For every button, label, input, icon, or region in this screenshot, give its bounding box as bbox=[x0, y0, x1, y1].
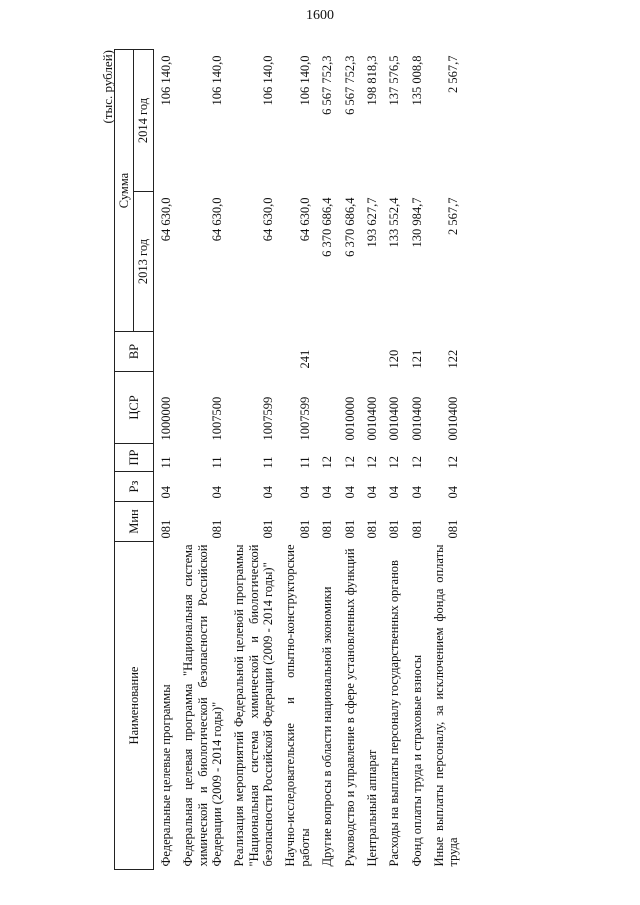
row-pr: 12 bbox=[409, 456, 424, 469]
units-label: (тыс. рублей) bbox=[100, 50, 115, 124]
table-row bbox=[407, 50, 429, 870]
row-rz: 04 bbox=[446, 486, 461, 499]
row-name: Иные выплаты персоналу, за исключением фонда оплаты труда bbox=[432, 544, 461, 867]
row-name: Научно-исследовательские и опытно-конструкторские работы bbox=[283, 544, 312, 867]
row-vr bbox=[340, 332, 362, 372]
row-rz: 04 bbox=[342, 486, 357, 499]
row-pr: 11 bbox=[261, 456, 275, 469]
row-name: Руководство и управление в сфере установленных функций bbox=[342, 548, 357, 867]
row-csr bbox=[317, 372, 339, 444]
row-vr bbox=[362, 332, 384, 372]
row-name: Федеральная целевая программа "Национальная система химической и биологической безопасности Российской Федерации (2009 - 2014 годы)" bbox=[181, 544, 224, 867]
header-pr: ПР bbox=[115, 444, 154, 472]
row-pr: 12 bbox=[320, 456, 335, 469]
row-csr: 0010400 bbox=[364, 396, 379, 441]
header-name: Наименование bbox=[115, 542, 154, 870]
row-rz: 04 bbox=[158, 486, 173, 499]
row-2014: 6 567 752,3 bbox=[320, 55, 335, 115]
row-2013: 64 630,0 bbox=[158, 197, 173, 242]
row-rz: 04 bbox=[364, 486, 379, 499]
row-2013: 2 567,7 bbox=[446, 197, 461, 235]
table-row bbox=[429, 50, 466, 870]
row-2014: 106 140,0 bbox=[297, 55, 312, 106]
header-2013: 2013 год bbox=[134, 192, 153, 332]
row-2013: 6 370 686,4 bbox=[342, 197, 357, 257]
rotated-page bbox=[100, 50, 540, 870]
header-2014: 2014 год bbox=[134, 50, 153, 192]
row-2013: 133 552,4 bbox=[387, 197, 402, 248]
row-name: Реализация мероприятий Федеральной целевой программы "Национальная система химической и биологической безопасности Российской Федерации (2009 - 2014 годы)" bbox=[232, 544, 275, 867]
row-vr bbox=[229, 332, 280, 372]
row-pr: 12 bbox=[364, 456, 379, 469]
row-name: Федеральные целевые программы bbox=[158, 684, 173, 867]
row-2014: 6 567 752,3 bbox=[342, 55, 357, 115]
row-vr bbox=[317, 332, 339, 372]
row-pr: 12 bbox=[387, 456, 402, 469]
table-row bbox=[153, 50, 178, 870]
row-vr: 121 bbox=[409, 349, 424, 369]
row-2014: 106 140,0 bbox=[261, 55, 275, 106]
header-sum: Сумма bbox=[115, 50, 134, 332]
row-2013: 6 370 686,4 bbox=[320, 197, 335, 257]
row-min: 081 bbox=[297, 519, 312, 539]
row-min: 081 bbox=[342, 519, 357, 539]
row-rz: 04 bbox=[297, 486, 312, 499]
header-vr: ВР bbox=[115, 332, 154, 372]
row-vr bbox=[153, 332, 178, 372]
row-csr: 0010400 bbox=[387, 396, 402, 441]
row-pr: 11 bbox=[297, 456, 312, 469]
row-2014: 198 818,3 bbox=[364, 55, 379, 106]
row-csr: 0010400 bbox=[409, 396, 424, 441]
row-min: 081 bbox=[387, 519, 402, 539]
row-min: 081 bbox=[364, 519, 379, 539]
row-csr: 0010400 bbox=[446, 396, 461, 441]
header-csr: ЦСР bbox=[115, 372, 154, 444]
table-row bbox=[280, 50, 317, 870]
row-2013: 64 630,0 bbox=[261, 197, 275, 242]
row-2014: 2 567,7 bbox=[446, 55, 461, 93]
row-rz: 04 bbox=[320, 486, 335, 499]
row-name: Расходы на выплаты персоналу государственных органов bbox=[387, 560, 402, 867]
row-min: 081 bbox=[409, 519, 424, 539]
row-csr: 1007599 bbox=[297, 396, 312, 441]
header-min: Мин bbox=[115, 502, 154, 542]
header-row bbox=[115, 50, 134, 870]
row-csr: 1007500 bbox=[209, 396, 224, 441]
row-vr: 122 bbox=[446, 349, 461, 369]
row-min: 081 bbox=[446, 519, 461, 539]
row-name: Другие вопросы в области национальной экономики bbox=[320, 586, 335, 867]
table-row bbox=[229, 50, 280, 870]
row-min: 081 bbox=[320, 519, 335, 539]
row-vr: 120 bbox=[387, 349, 402, 369]
row-min: 081 bbox=[158, 519, 173, 539]
row-rz: 04 bbox=[209, 486, 224, 499]
page-number: 1600 bbox=[306, 8, 334, 23]
row-min: 081 bbox=[261, 519, 275, 539]
row-2013: 130 984,7 bbox=[409, 197, 424, 248]
table-row bbox=[362, 50, 384, 870]
row-2014: 135 008,8 bbox=[409, 55, 424, 106]
row-rz: 04 bbox=[387, 486, 402, 499]
table-row bbox=[384, 50, 406, 870]
row-vr: 241 bbox=[297, 349, 312, 369]
row-rz: 04 bbox=[261, 486, 275, 499]
row-2013: 64 630,0 bbox=[209, 197, 224, 242]
row-2013: 193 627,7 bbox=[364, 197, 379, 248]
row-2014: 137 576,5 bbox=[387, 55, 402, 106]
table-row bbox=[317, 50, 339, 870]
table-row bbox=[178, 50, 229, 870]
header-rz: Рз bbox=[115, 472, 154, 502]
row-pr: 12 bbox=[446, 456, 461, 469]
row-2014: 106 140,0 bbox=[209, 55, 224, 106]
row-pr: 12 bbox=[342, 456, 357, 469]
row-csr: 1007599 bbox=[261, 396, 275, 441]
row-2014: 106 140,0 bbox=[158, 55, 173, 106]
row-min: 081 bbox=[209, 519, 224, 539]
row-csr: 0010000 bbox=[342, 396, 357, 441]
row-name: Фонд оплаты труда и страховые взносы bbox=[409, 654, 424, 867]
budget-table bbox=[114, 49, 466, 870]
table-row bbox=[340, 50, 362, 870]
row-pr: 11 bbox=[158, 456, 173, 469]
row-rz: 04 bbox=[409, 486, 424, 499]
row-name: Центральный аппарат bbox=[364, 749, 379, 867]
row-vr bbox=[178, 332, 229, 372]
row-2013: 64 630,0 bbox=[297, 197, 312, 242]
row-csr: 1000000 bbox=[158, 396, 173, 441]
row-pr: 11 bbox=[209, 456, 224, 469]
